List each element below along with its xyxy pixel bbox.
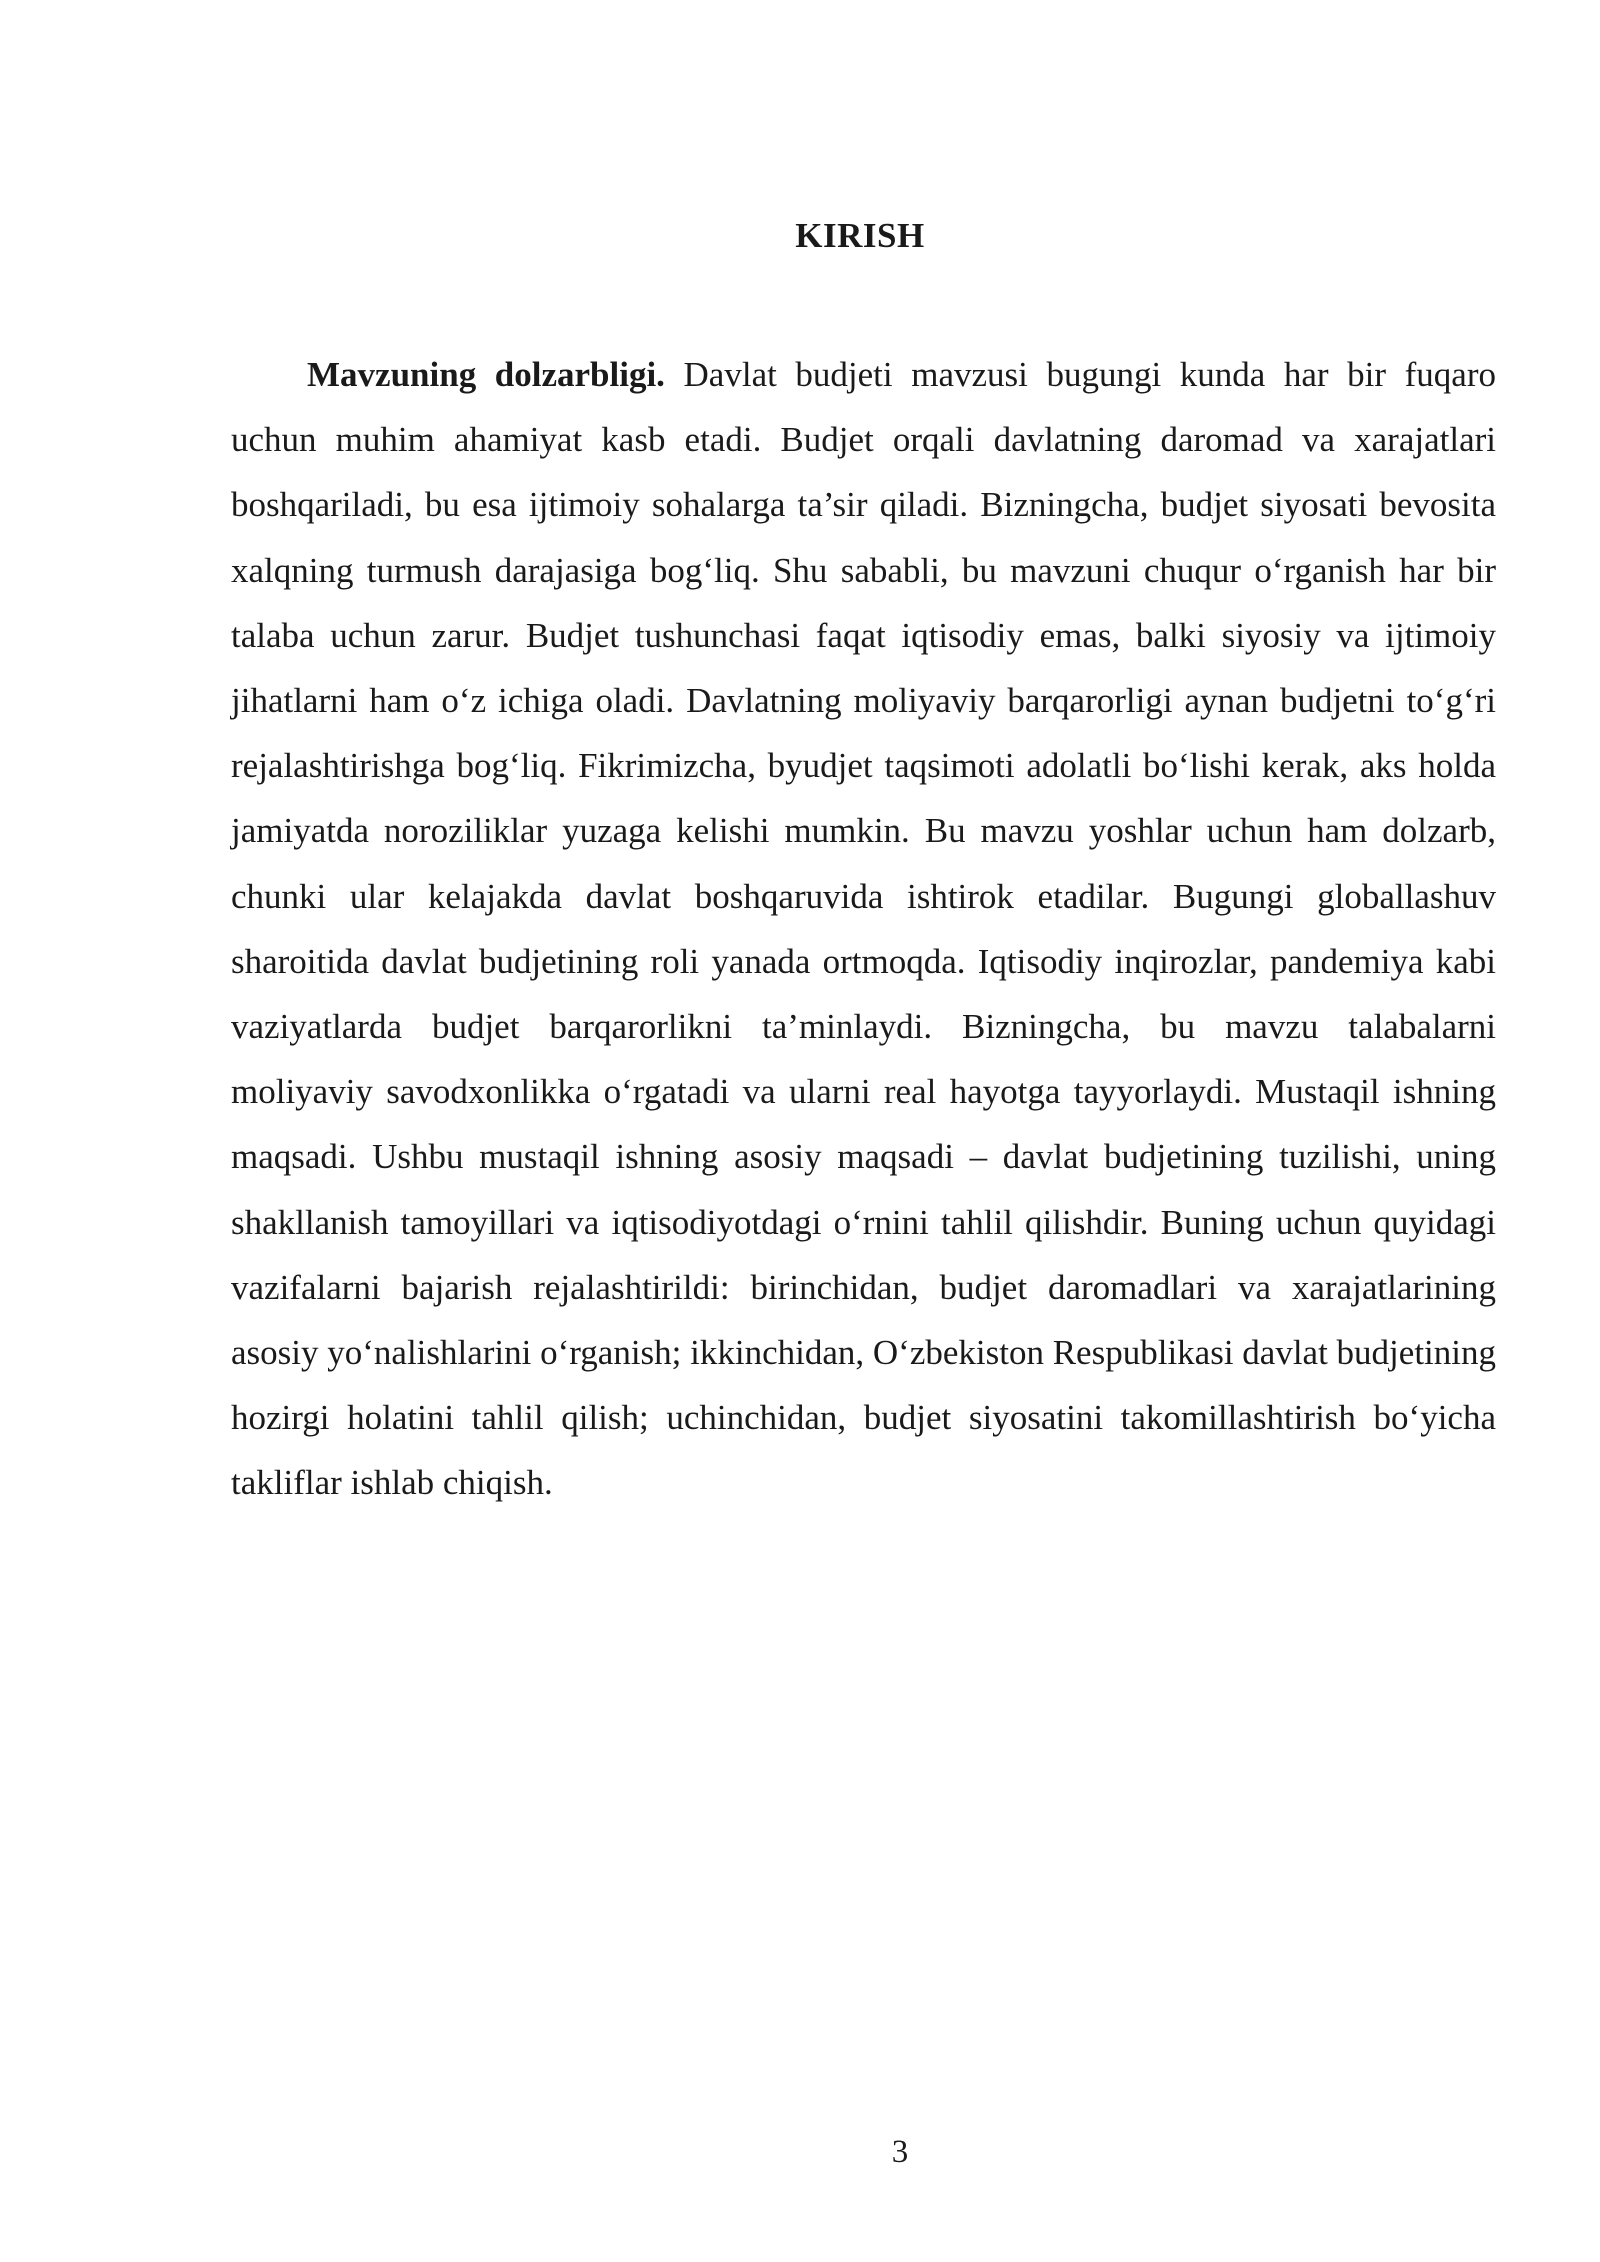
page-number: 3: [891, 2134, 909, 2170]
section-heading: KIRISH: [795, 216, 925, 255]
body-paragraph: [231, 342, 1496, 1516]
paragraph-text: Davlat budjeti mavzusi bugungi kunda har bir fuqaro uchun muhim ahamiyat kasb etadi. Budjet orqali davlatning daromad va xarajatlari boshqariladi, bu esa ijtimoiy sohalarga ta’sir qiladi. Bizningcha, budjet siyosati bevosita xalqning turmush darajasiga bog‘liq. Shu sababli, bu mavzuni chuqur o‘rganish har bir talaba uchun zarur. Budjet tushunchasi faqat iqtisodiy emas, balki siyosiy va ijtimoiy jihatlarni ham o‘z ichiga oladi. Davlatning moliyaviy barqarorligi aynan budjetni to‘g‘ri rejalashtirishga bog‘liq. Fikrimizcha, byudjet taqsimoti adolatli bo‘lishi kerak, aks holda jamiyatda noroziliklar yuzaga kelishi mumkin. Bu mavzu yoshlar uchun ham dolzarb, chunki ular kelajakda davlat boshqaruvida ishtirok etadilar. Bugungi globallashuv sharoitida davlat budjetining roli yanada ortmoqda. Iqtisodiy inqirozlar, pandemiya kabi vaziyatlarda budjet barqarorlikni ta’minlaydi. Bizningcha, bu mavzu talabalarni moliyaviy savodxonlikka o‘rgatadi va ularni real hayotga tayyorlaydi. Mustaqil ishning maqsadi. Ushbu mustaqil ishning asosiy maqsadi – davlat budjetining tuzilishi, uning shakllanish tamoyillari va iqtisodiyotdagi o‘rnini tahlil qilishdir. Buning uchun quyidagi vazifalarni bajarish rejalashtirildi: birinchidan, budjet daromadlari va xarajatlarining asosiy yo‘nalishlarini o‘rganish; ikkinchidan, O‘zbekiston Respublikasi davlat budjetining hozirgi holatini tahlil qilish; uchinchidan, budjet siyosatini takomillashtirish bo‘yicha takliflar ishlab chiqish.: [231, 355, 1496, 1503]
paragraph-lead: Mavzuning dolzarbligi.: [307, 355, 665, 394]
